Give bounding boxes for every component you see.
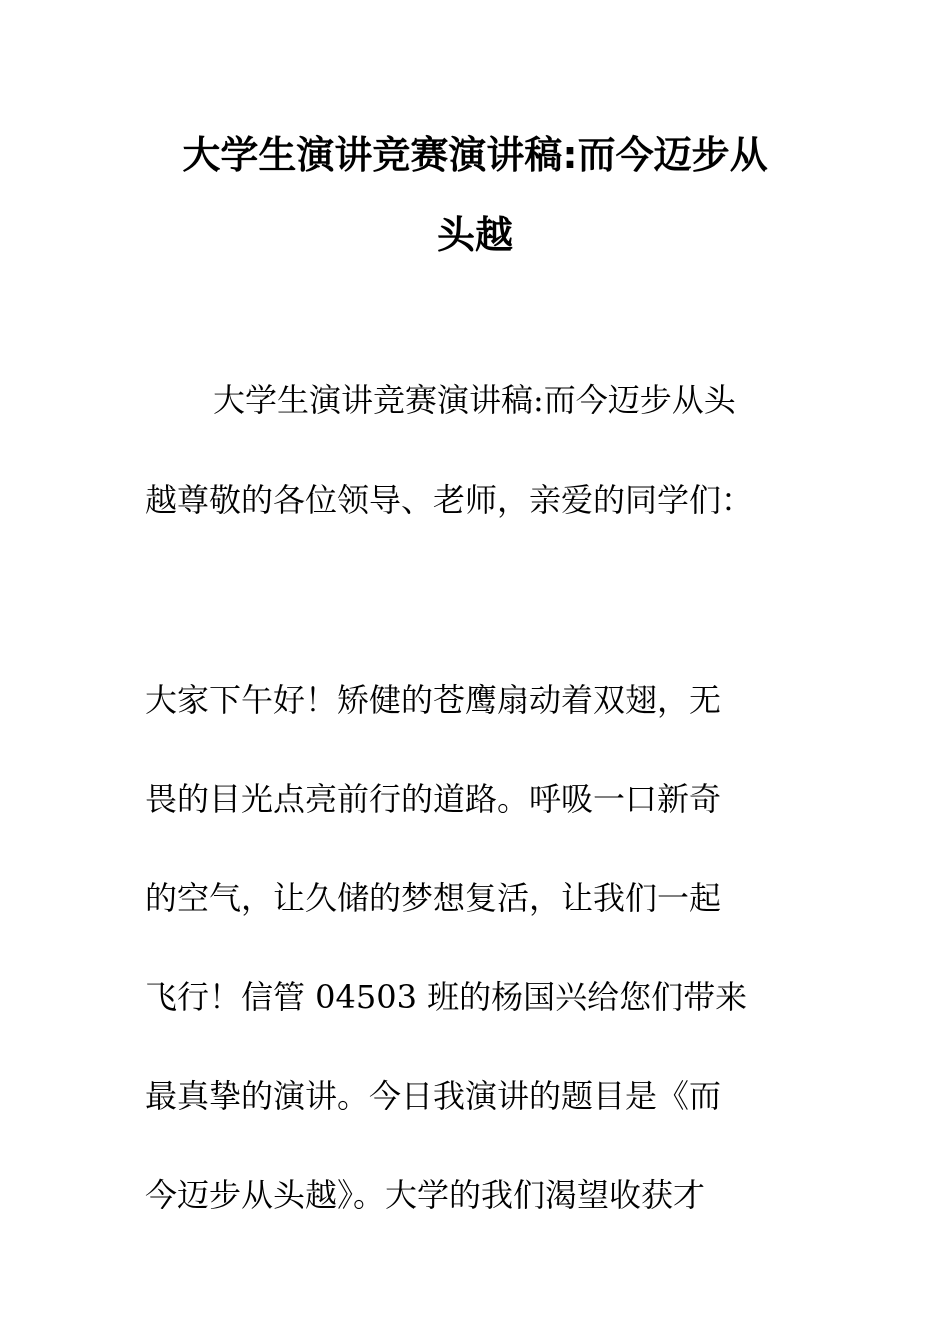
title-line-2: 头越 — [436, 213, 513, 257]
document-title — [140, 115, 810, 275]
title-line-1: 大学生演讲竞赛演讲稿:而今迈步从 — [182, 133, 768, 177]
paragraph2-line-5: 最真挚的演讲。今日我演讲的题目是《而 — [145, 1077, 722, 1115]
paragraph1-line-2: 越尊敬的各位领导、老师，亲爱的同学们： — [145, 481, 754, 519]
paragraph2-line-1: 大家下午好！矫健的苍鹰扇动着双翅，无 — [145, 681, 722, 719]
paragraph2-line-4: 飞行！信管 04503 班的杨国兴给您们带来 — [145, 978, 748, 1016]
paragraph2-line-2: 畏的目光点亮前行的道路。呼吸一口新奇 — [145, 780, 722, 818]
paragraph1-line-1: 大学生演讲竞赛演讲稿:而今迈步从头 — [213, 381, 736, 419]
paragraph2-line-3: 的空气，让久储的梦想复活，让我们一起 — [145, 879, 722, 917]
paragraph2-line-6: 今迈步从头越》。大学的我们渴望收获才 — [145, 1176, 706, 1214]
